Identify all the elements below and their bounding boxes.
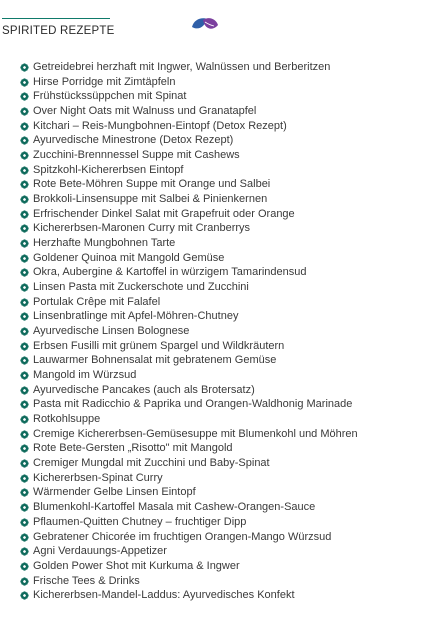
page-header (0, 16, 446, 46)
recipe-label: Frische Tees & Drinks (33, 574, 140, 587)
flower-bullet-icon (20, 312, 29, 321)
recipe-list-item[interactable] (20, 485, 440, 500)
recipe-label: Herzhafte Mungbohnen Tarte (33, 237, 176, 250)
flower-bullet-icon (20, 268, 29, 277)
recipe-list-item[interactable] (20, 412, 440, 427)
recipe-list-item[interactable] (20, 559, 440, 574)
flower-bullet-icon (20, 107, 29, 116)
recipe-list-item[interactable] (20, 89, 440, 104)
flower-bullet-icon (20, 577, 29, 586)
recipe-list-item[interactable] (20, 148, 440, 163)
recipe-label: Cremiger Mungdal mit Zucchini und Baby-Spinat (33, 457, 270, 470)
flower-bullet-icon (20, 151, 29, 160)
recipe-label: Agni Verdauungs-Appetizer (33, 545, 167, 558)
recipe-label: Kichererbsen-Spinat Curry (33, 471, 163, 484)
recipe-label: Lauwarmer Bohnensalat mit gebratenem Gemüse (33, 354, 277, 367)
recipe-label: Kichererbsen-Mandel-Laddus: Ayurvedisches Konfekt (33, 589, 295, 602)
flower-bullet-icon (20, 386, 29, 395)
recipe-list-item[interactable] (20, 163, 440, 178)
recipe-list-item[interactable] (20, 441, 440, 456)
flower-bullet-icon (20, 591, 29, 600)
flower-bullet-icon (20, 371, 29, 380)
recipe-list-item[interactable] (20, 295, 440, 310)
recipe-list-item[interactable] (20, 515, 440, 530)
recipe-label: Erfrischender Dinkel Salat mit Grapefruit oder Orange (33, 207, 295, 220)
flower-bullet-icon (20, 488, 29, 497)
recipe-label: Goldener Quinoa mit Mangold Gemüse (33, 251, 225, 264)
flower-bullet-icon (20, 298, 29, 307)
recipe-list-item[interactable] (20, 353, 440, 368)
recipe-list-item[interactable] (20, 383, 440, 398)
recipe-list-item[interactable] (20, 471, 440, 486)
flower-bullet-icon (20, 474, 29, 483)
recipe-label: Erbsen Fusilli mit grünem Spargel und Wildkräutern (33, 339, 285, 352)
recipe-list-item[interactable] (20, 192, 440, 207)
flower-bullet-icon (20, 254, 29, 263)
recipe-list-item[interactable] (20, 588, 440, 603)
recipe-label: Brokkoli-Linsensuppe mit Salbei & Pinienkernen (33, 193, 268, 206)
flower-bullet-icon (20, 136, 29, 145)
recipe-list-item[interactable] (20, 251, 440, 266)
flower-bullet-icon (20, 518, 29, 527)
flower-bullet-icon (20, 342, 29, 351)
flower-bullet-icon (20, 78, 29, 87)
leaf-logo-icon (190, 16, 220, 34)
flower-bullet-icon (20, 210, 29, 219)
recipe-label: Rote Bete-Möhren Suppe mit Orange und Salbei (33, 178, 271, 191)
recipe-list-item[interactable] (20, 75, 440, 90)
recipe-label: Kichererbsen-Maronen Curry mit Cranberrys (33, 222, 251, 235)
recipe-label: Mangold im Würzsud (33, 369, 137, 382)
recipe-label: Linsenbratlinge mit Apfel-Möhren-Chutney (33, 310, 239, 323)
recipe-list-item[interactable] (20, 397, 440, 412)
flower-bullet-icon (20, 400, 29, 409)
flower-bullet-icon (20, 562, 29, 571)
recipe-list-item[interactable] (20, 265, 440, 280)
flower-bullet-icon (20, 92, 29, 101)
recipe-list-item[interactable] (20, 177, 440, 192)
flower-bullet-icon (20, 430, 29, 439)
header-divider (2, 18, 110, 19)
recipe-list-item[interactable] (20, 324, 440, 339)
recipe-list-item[interactable] (20, 456, 440, 471)
recipe-label: Rotkohlsuppe (33, 413, 101, 426)
recipe-label: Zucchini-Brennnessel Suppe mit Cashews (33, 149, 240, 162)
recipe-label: Spitzkohl-Kichererbsen Eintopf (33, 163, 184, 176)
recipe-list-item[interactable] (20, 368, 440, 383)
recipe-label: Ayurvedische Minestrone (Detox Rezept) (33, 134, 234, 147)
recipe-list-item[interactable] (20, 339, 440, 354)
recipe-label: Ayurvedische Pancakes (auch als Brotersatz) (33, 383, 255, 396)
recipe-label: Okra, Aubergine & Kartoffel in würzigem Tamarindensud (33, 266, 307, 279)
recipe-list-item[interactable] (20, 133, 440, 148)
recipe-label: Pasta mit Radicchio & Paprika und Orangen-Waldhonig Marinade (33, 398, 353, 411)
page-title: SPIRITED REZEPTE (2, 25, 115, 37)
flower-bullet-icon (20, 122, 29, 131)
recipe-list-item[interactable] (20, 221, 440, 236)
recipe-label: Hirse Porridge mit Zimtäpfeln (33, 75, 176, 88)
flower-bullet-icon (20, 503, 29, 512)
recipe-label: Cremige Kichererbsen-Gemüsesuppe mit Blumenkohl und Möhren (33, 427, 358, 440)
recipe-list-item[interactable] (20, 119, 440, 134)
flower-bullet-icon (20, 239, 29, 248)
recipe-label: Kitchari – Reis-Mungbohnen-Eintopf (Detox Rezept) (33, 119, 287, 132)
recipe-list (20, 60, 440, 603)
recipe-label: Over Night Oats mit Walnuss und Granatapfel (33, 105, 257, 118)
recipe-label: Pflaumen-Quitten Chutney – fruchtiger Dipp (33, 515, 247, 528)
flower-bullet-icon (20, 547, 29, 556)
recipe-label: Getreidebrei herzhaft mit Ingwer, Walnüssen und Berberitzen (33, 61, 331, 73)
recipe-list-item[interactable] (20, 530, 440, 545)
recipe-list-item[interactable] (20, 104, 440, 119)
recipe-list-item[interactable] (20, 280, 440, 295)
recipe-list-item[interactable] (20, 207, 440, 222)
recipe-list-item[interactable] (20, 427, 440, 442)
recipe-label: Linsen Pasta mit Zuckerschote und Zucchini (33, 281, 249, 294)
recipe-label: Wärmender Gelbe Linsen Eintopf (33, 486, 196, 499)
recipe-label: Rote Bete-Gersten „Risotto" mit Mangold (33, 442, 233, 455)
recipe-list-item[interactable] (20, 236, 440, 251)
flower-bullet-icon (20, 224, 29, 233)
recipe-list-item[interactable] (20, 500, 440, 515)
recipe-label: Gebratener Chicorée im fruchtigen Orangen-Mango Würzsud (33, 530, 332, 543)
flower-bullet-icon (20, 356, 29, 365)
flower-bullet-icon (20, 533, 29, 542)
recipe-label: Golden Power Shot mit Kurkuma & Ingwer (33, 559, 240, 572)
recipe-label: Frühstückssüppchen mit Spinat (33, 90, 187, 103)
recipe-label: Ayurvedische Linsen Bolognese (33, 325, 190, 338)
flower-bullet-icon (20, 415, 29, 424)
recipe-list-item[interactable] (20, 309, 440, 324)
flower-bullet-icon (20, 459, 29, 468)
recipe-list-item[interactable] (20, 574, 440, 589)
flower-bullet-icon (20, 327, 29, 336)
flower-bullet-icon (20, 63, 29, 72)
recipe-list-item[interactable] (20, 544, 440, 559)
flower-bullet-icon (20, 283, 29, 292)
recipe-label: Portulak Crêpe mit Falafel (33, 295, 161, 308)
flower-bullet-icon (20, 180, 29, 189)
flower-bullet-icon (20, 444, 29, 453)
flower-bullet-icon (20, 195, 29, 204)
recipe-list-item[interactable] (20, 60, 440, 75)
recipe-label: Blumenkohl-Kartoffel Masala mit Cashew-Orangen-Sauce (33, 501, 316, 514)
flower-bullet-icon (20, 166, 29, 175)
